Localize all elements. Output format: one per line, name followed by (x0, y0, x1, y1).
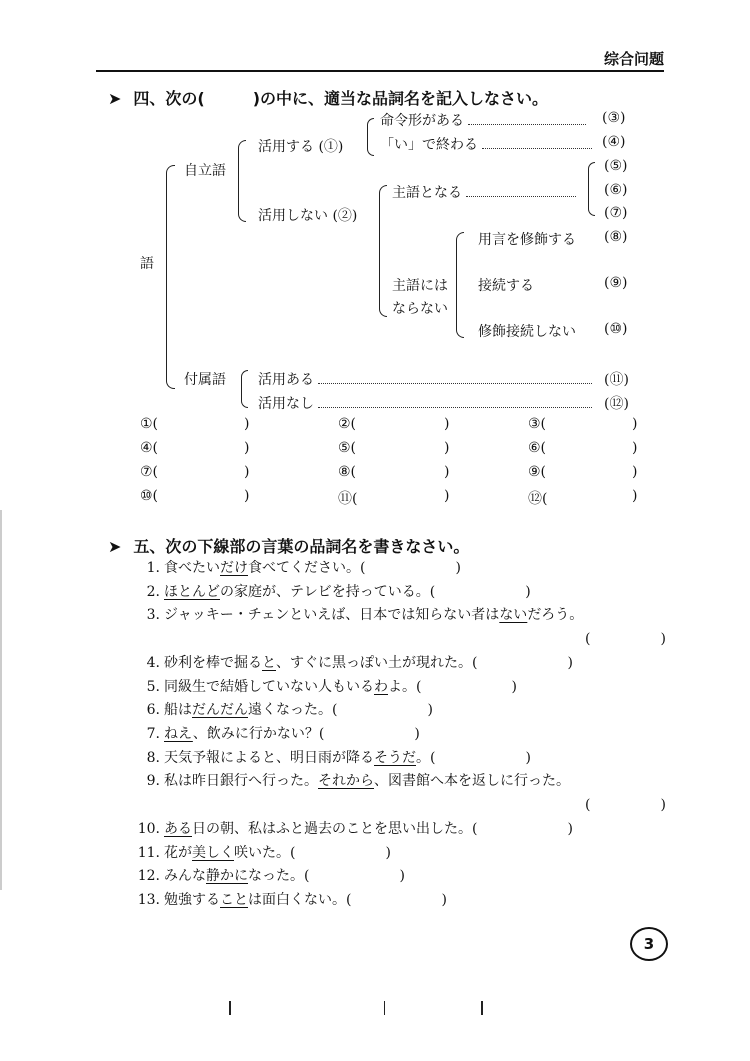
answer-7[interactable]: ⑦( (140, 464, 159, 480)
question-number: 8. (146, 749, 160, 766)
question-number: 5. (146, 678, 160, 695)
question-item (130, 699, 583, 723)
question-list (130, 557, 666, 913)
answer-blank-close: ) (567, 821, 573, 838)
answer-blank[interactable]: ( ) (585, 631, 666, 648)
brace-katsuyou-shinai (379, 185, 387, 317)
answer-blank-close: ) (567, 655, 573, 672)
question-text-pre: 食べたい (164, 560, 220, 576)
brace-root (166, 165, 175, 389)
close-paren: ) (632, 416, 638, 432)
close-paren: ) (444, 464, 450, 480)
mark-10: (⑩) (604, 321, 628, 337)
question-item (130, 770, 666, 818)
question-text-pre: 天気予報によると、明日雨が降る (164, 749, 374, 766)
print-mark (229, 1001, 231, 1015)
answer-9[interactable]: ⑨( (528, 464, 547, 480)
question-number: 4. (146, 655, 160, 672)
question-text-post: だろう。 (527, 607, 584, 624)
mark-9: (⑨) (604, 275, 628, 291)
section5-heading (108, 534, 469, 557)
question-text-post: の家庭が、テレビを持っている。( (220, 583, 436, 600)
answer-blank-close: ) (427, 702, 433, 719)
close-paren: ) (632, 464, 638, 480)
question-text-post: 咲いた。( (234, 844, 296, 861)
underlined-word: 静かに (206, 868, 248, 885)
brace-jiritsugo (238, 140, 246, 222)
question-item (130, 747, 583, 771)
tree-setsuzoku: 接続する (478, 278, 534, 294)
section4-heading (108, 86, 548, 109)
answer-2[interactable]: ②( (338, 416, 357, 432)
tree-katsuyou-aru: 活用ある (258, 369, 592, 389)
answer-3[interactable]: ③( (528, 416, 547, 432)
underlined-word: それから (318, 773, 374, 790)
mark-12: (⑫) (604, 396, 629, 412)
tree-katsuyou-shinai: 活用しない (②) (258, 208, 358, 224)
question-text-post: なった。( (248, 868, 310, 885)
print-mark (384, 1001, 385, 1015)
mark-3: (③) (602, 110, 626, 126)
close-paren: ) (444, 488, 450, 504)
close-paren: ) (244, 464, 250, 480)
tree-shuushoku-setsuzoku-shinai: 修飾接続しない (478, 324, 576, 340)
answer-12[interactable]: ⑫( (528, 491, 548, 507)
question-number: 7. (146, 725, 160, 742)
question-text-post: よ。( (388, 678, 422, 695)
brace-shugo-narazu (456, 232, 464, 338)
tree-shugo-narazu-2: ならない (392, 301, 448, 317)
brace-katsuyou-suru (367, 118, 374, 156)
question-text-post: 遠くなった。( (248, 702, 338, 719)
question-text-pre: 勉強する (164, 891, 220, 908)
question-item (130, 865, 583, 889)
question-text-pre: ジャッキー・チェンといえば、日本では知らない者は (164, 607, 500, 624)
question-item (130, 557, 583, 581)
question-text-pre: 私は昨日銀行へ行った。 (164, 773, 318, 790)
tree-jiritsugo: 自立語 (184, 163, 226, 179)
mark-11: (⑪) (604, 372, 629, 388)
underlined-word: そうだ (374, 749, 416, 766)
underlined-word: ない (499, 607, 528, 624)
question-item (130, 818, 583, 842)
brace-shugo-naru (588, 162, 595, 216)
section4-heading-text: 四、次の( )の中に、適当な品詞名を記入しなさい。 (133, 89, 549, 108)
tree-shugo-naru: 主語となる (392, 182, 576, 202)
answer-blank-close: ) (399, 868, 405, 885)
page-number: 3 (630, 927, 668, 961)
answer-blank-close: ) (385, 844, 391, 861)
question-text-pre: 同級生で結婚していない人もいる (164, 678, 374, 695)
question-text-pre: 砂利を棒で掘る (164, 655, 262, 672)
header-rule (96, 70, 664, 72)
arrow-icon: ➤ (108, 537, 122, 556)
answer-blank-close: ) (455, 560, 461, 576)
print-mark (481, 1001, 483, 1015)
underlined-word: ねえ (164, 725, 193, 742)
underlined-word: ほとんど (164, 583, 220, 600)
mark-5: (⑤) (604, 158, 628, 174)
answer-1[interactable]: ①( (140, 416, 159, 432)
question-number: 9. (146, 773, 160, 790)
underlined-word: わ (374, 678, 388, 695)
tree-meireikei: 命令形がある (380, 110, 586, 130)
question-item (130, 676, 583, 700)
section5-heading-text: 五、次の下線部の言葉の品詞名を書きなさい。 (133, 537, 470, 556)
tree-i-owaru: 「い」で終わる (380, 134, 592, 154)
question-item (130, 723, 583, 747)
question-text-post: 、図書館へ本を返しに行った。 (374, 773, 570, 790)
question-item (130, 652, 583, 676)
tree-katsuyou-suru: 活用する (①) (258, 139, 344, 155)
question-item (130, 581, 583, 605)
question-item (130, 842, 583, 866)
answer-blank-close: ) (525, 583, 531, 600)
close-paren: ) (244, 440, 250, 456)
question-text-post: 日の朝、私はふと過去のことを思い出した。( (192, 821, 478, 838)
answer-8[interactable]: ⑧( (338, 464, 357, 480)
question-number: 1. (146, 560, 160, 576)
question-item (130, 604, 666, 652)
answer-10[interactable]: ⑩( (140, 488, 159, 504)
question-text-pre: みんな (164, 868, 206, 885)
close-paren: ) (632, 440, 638, 456)
mark-8: (⑧) (604, 229, 628, 245)
question-number: 12. (137, 868, 160, 885)
close-paren: ) (632, 488, 638, 504)
answer-blank-close: ) (414, 725, 420, 742)
mark-6: (⑥) (604, 182, 628, 198)
tree-shugo-narazu-1: 主語には (392, 278, 448, 294)
question-number: 3. (146, 607, 160, 624)
answer-blank-close: ) (511, 678, 517, 695)
underlined-word: だんだん (192, 702, 248, 719)
answer-6[interactable]: ⑥( (528, 440, 547, 456)
close-paren: ) (244, 416, 250, 432)
underlined-word: 美しく (192, 844, 234, 861)
question-text-post: 、飲みに行かない？( (192, 725, 325, 742)
question-text-post: は面白くない。( (248, 891, 352, 908)
question-text-pre: 船は (164, 702, 192, 719)
tree-fuzokugo: 付属語 (184, 372, 226, 388)
question-number: 2. (146, 583, 160, 600)
scan-edge (0, 510, 2, 890)
tree-katsuyou-nashi: 活用なし (258, 393, 592, 413)
question-number: 10. (137, 821, 160, 838)
underlined-word: と (262, 655, 276, 672)
page-header-title: 综合问题 (603, 50, 664, 68)
answer-blank-close: ) (525, 749, 531, 766)
answer-4[interactable]: ④( (140, 440, 159, 456)
mark-7: (⑦) (604, 205, 628, 221)
brace-fuzokugo (241, 370, 248, 408)
question-number: 6. (146, 702, 160, 719)
answer-5[interactable]: ⑤( (338, 440, 357, 456)
question-text-post: 食べてください。( (248, 560, 366, 576)
mark-4: (④) (602, 134, 626, 150)
tree-root: 語 (140, 256, 154, 272)
answer-11[interactable]: ⑪( (338, 491, 358, 507)
close-paren: ) (244, 488, 250, 504)
arrow-icon: ➤ (108, 89, 122, 108)
question-number: 11. (137, 844, 160, 861)
question-number: 13. (137, 891, 160, 908)
question-text-pre: 花が (164, 844, 192, 861)
question-text-post: 、すぐに黒っぽい土が現れた。( (276, 655, 478, 672)
tree-yougen-shuushoku: 用言を修飾する (478, 232, 576, 248)
close-paren: ) (444, 440, 450, 456)
answer-blank[interactable]: ( ) (585, 797, 666, 814)
underlined-word: ある (164, 821, 192, 838)
answer-blank-close: ) (441, 891, 447, 908)
close-paren: ) (444, 416, 450, 432)
underlined-word: だけ (220, 560, 248, 576)
question-text-post: 。( (416, 749, 436, 766)
underlined-word: こと (220, 891, 248, 908)
question-item (130, 889, 583, 913)
